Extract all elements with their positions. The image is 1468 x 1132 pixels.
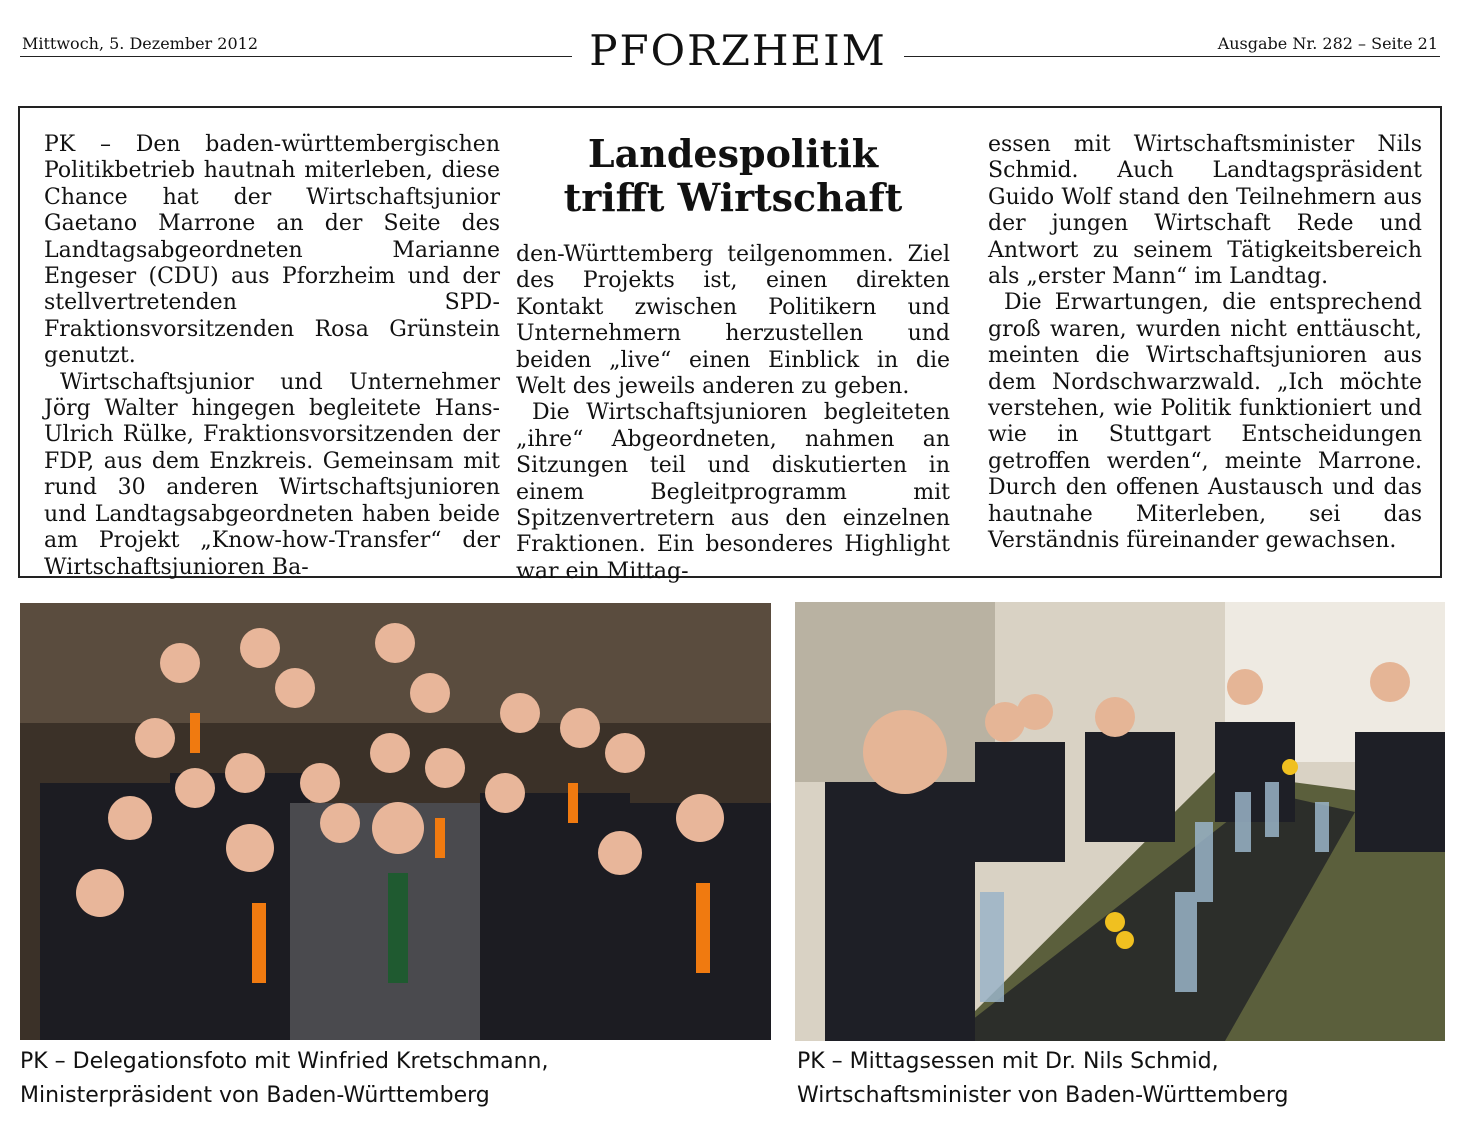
paragraph: Wirtschaftsjunior und Unternehmer Jörg Walter hingegen begleitete Hans-Ulrich Rülke, Fraktionsvorsitzenden der FDP, aus dem Enzkreis. Gemeinsam mit rund 30 anderen Wirtschaftsjunioren und Landtagsabgeordneten haben beide am Projekt „Know-how-Transfer“ der Wirtschaftsjunioren Ba- bbox=[44, 369, 500, 580]
paragraph: Die Erwartungen, die entsprechend groß waren, wurden nicht enttäuscht, meinten die Wirtschaftsjunioren aus dem Nordschwarzwald. „Ich möchte verstehen, wie Politik funktioniert und wie in Stuttgart Entscheidungen getroffen werden“, meinte Marrone. Durch den offenen Austausch und das hautnahe Miterleben, sei das Verständnis füreinander gewachsen. bbox=[988, 290, 1422, 554]
caption-line: PK – Delegationsfoto mit Winfried Kretschmann, bbox=[20, 1049, 549, 1074]
newspaper-title: PFORZHEIM bbox=[589, 26, 887, 75]
caption-line: Wirtschaftsminister von Baden-Württemberg bbox=[797, 1083, 1289, 1108]
luncheon-photo-illustration bbox=[795, 602, 1445, 1041]
issue-number: Ausgabe Nr. 282 – Seite 21 bbox=[1217, 34, 1438, 53]
luncheon-photo-caption bbox=[797, 1045, 1437, 1113]
issue-date: Mittwoch, 5. Dezember 2012 bbox=[22, 34, 259, 53]
paragraph: den-Württemberg teilgenommen. Ziel des Projekts ist, einen direkten Kontakt zwischen Politikern und Unternehmern herzustellen und beiden „live“ einen Einblick in die Welt des jeweils anderen zu geben. bbox=[516, 242, 950, 400]
article-column-2 bbox=[516, 242, 950, 585]
paragraph: essen mit Wirtschaftsminister Nils Schmid. Auch Landtagspräsident Guido Wolf stand den Teilnehmern aus der jungen Wirtschaft Rede und Antwort zu seinem Tätigkeitsbereich als „erster Mann“ im Landtag. bbox=[988, 132, 1422, 290]
headline-line: Landespolitik bbox=[587, 131, 879, 176]
article-box bbox=[18, 106, 1442, 584]
article-column-1 bbox=[44, 132, 500, 581]
caption-line: Ministerpräsident von Baden-Württemberg bbox=[20, 1083, 490, 1108]
headline-line: trifft Wirtschaft bbox=[563, 175, 903, 220]
delegation-photo-caption bbox=[20, 1045, 760, 1113]
caption-line: PK – Mittagsessen mit Dr. Nils Schmid, bbox=[797, 1049, 1219, 1074]
delegation-photo-illustration bbox=[20, 603, 771, 1040]
paragraph: PK – Den baden-württembergischen Politikbetrieb hautnah miterleben, diese Chance hat der Wirtschaftsjunior Gaetano Marrone an der Seite des Landtagsabgeordneten Marianne Engeser (CDU) aus Pforzheim und der stellvertretenden SPD-Fraktionsvorsitzenden Rosa Grünstein genutzt. bbox=[44, 132, 500, 369]
paragraph: Die Wirtschaftsjunioren begleiteten „ihre“ Abgeordneten, nahmen an Sitzungen teil und diskutierten in einem Begleitprogramm mit Spitzenvertretern aus den einzelnen Fraktionen. Ein besonderes Highlight war ein Mittag- bbox=[516, 400, 950, 584]
masthead-rule-left bbox=[20, 56, 572, 57]
article-headline bbox=[516, 132, 950, 220]
delegation-photo bbox=[20, 603, 771, 1040]
article-column-3 bbox=[988, 132, 1422, 555]
luncheon-photo bbox=[795, 602, 1445, 1041]
masthead-rule-right bbox=[904, 56, 1440, 57]
masthead bbox=[20, 26, 1440, 74]
